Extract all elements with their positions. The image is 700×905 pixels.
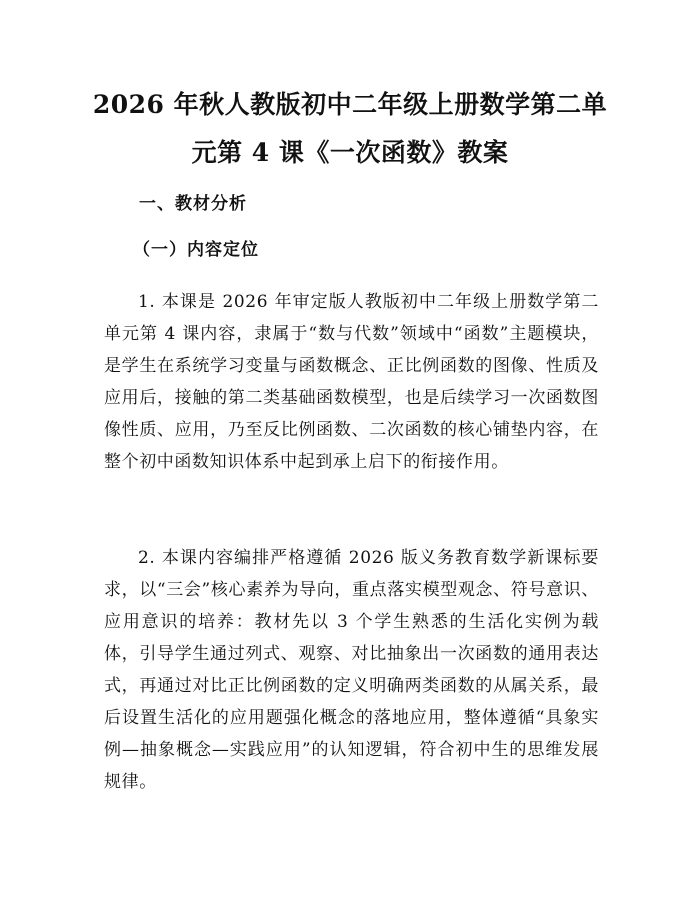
document-title-line-2: 元第 4 课《一次函数》教案 <box>191 138 509 167</box>
section-heading: 一、教材分析 <box>139 194 247 214</box>
subsection-heading: （一）内容定位 <box>133 240 259 260</box>
document-title-line-1: 2026 年秋人教版初中二年级上册数学第二单 <box>92 90 608 119</box>
paragraph-1: 1. 本课是 2026 年审定版人教版初中二年级上册数学第二单元第 4 课内容，隶属于“数与代数”领域中“函数”主题模块，是学生在系统学习变量与函数概念、正比例函数的图像、性质及应用后，接触的第二类基础函数模型，也是后续学习一次函数图像性质、应用，乃至反比例函数、二次函数的核心铺垫内容，在整个初中函数知识体系中起到承上启下的衔接作用。 <box>104 292 599 472</box>
paragraph-2: 2. 本课内容编排严格遵循 2026 版义务教育数学新课标要求，以“三会”核心素养为导向，重点落实模型观念、符号意识、应用意识的培养：教材先以 3 个学生熟悉的生活化实例为载体，引导学生通过列式、观察、对比抽象出一次函数的通用表达式，再通过对比正比例函数的定义明确两类函数的从属关系，最后设置生活化的应用题强化概念的落地应用，整体遵循“具象实例—抽象概念—实践应用”的认知逻辑，符合初中生的思维发展规律。 <box>104 548 599 792</box>
